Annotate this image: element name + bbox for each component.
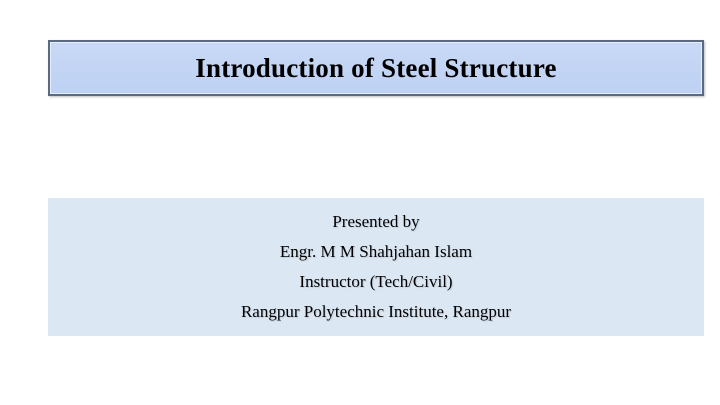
- presenter-name: Engr. M M Shahjahan Islam: [279, 242, 473, 261]
- slide-title-box: [48, 40, 704, 96]
- presenter-position: Instructor (Tech/Civil): [299, 272, 453, 291]
- presenter-institute: Rangpur Polytechnic Institute, Rangpur: [240, 302, 512, 321]
- presenter-info-box: [48, 198, 704, 336]
- presented-by-label: Presented by: [332, 212, 420, 231]
- slide-title: Introduction of Steel Structure: [195, 52, 557, 83]
